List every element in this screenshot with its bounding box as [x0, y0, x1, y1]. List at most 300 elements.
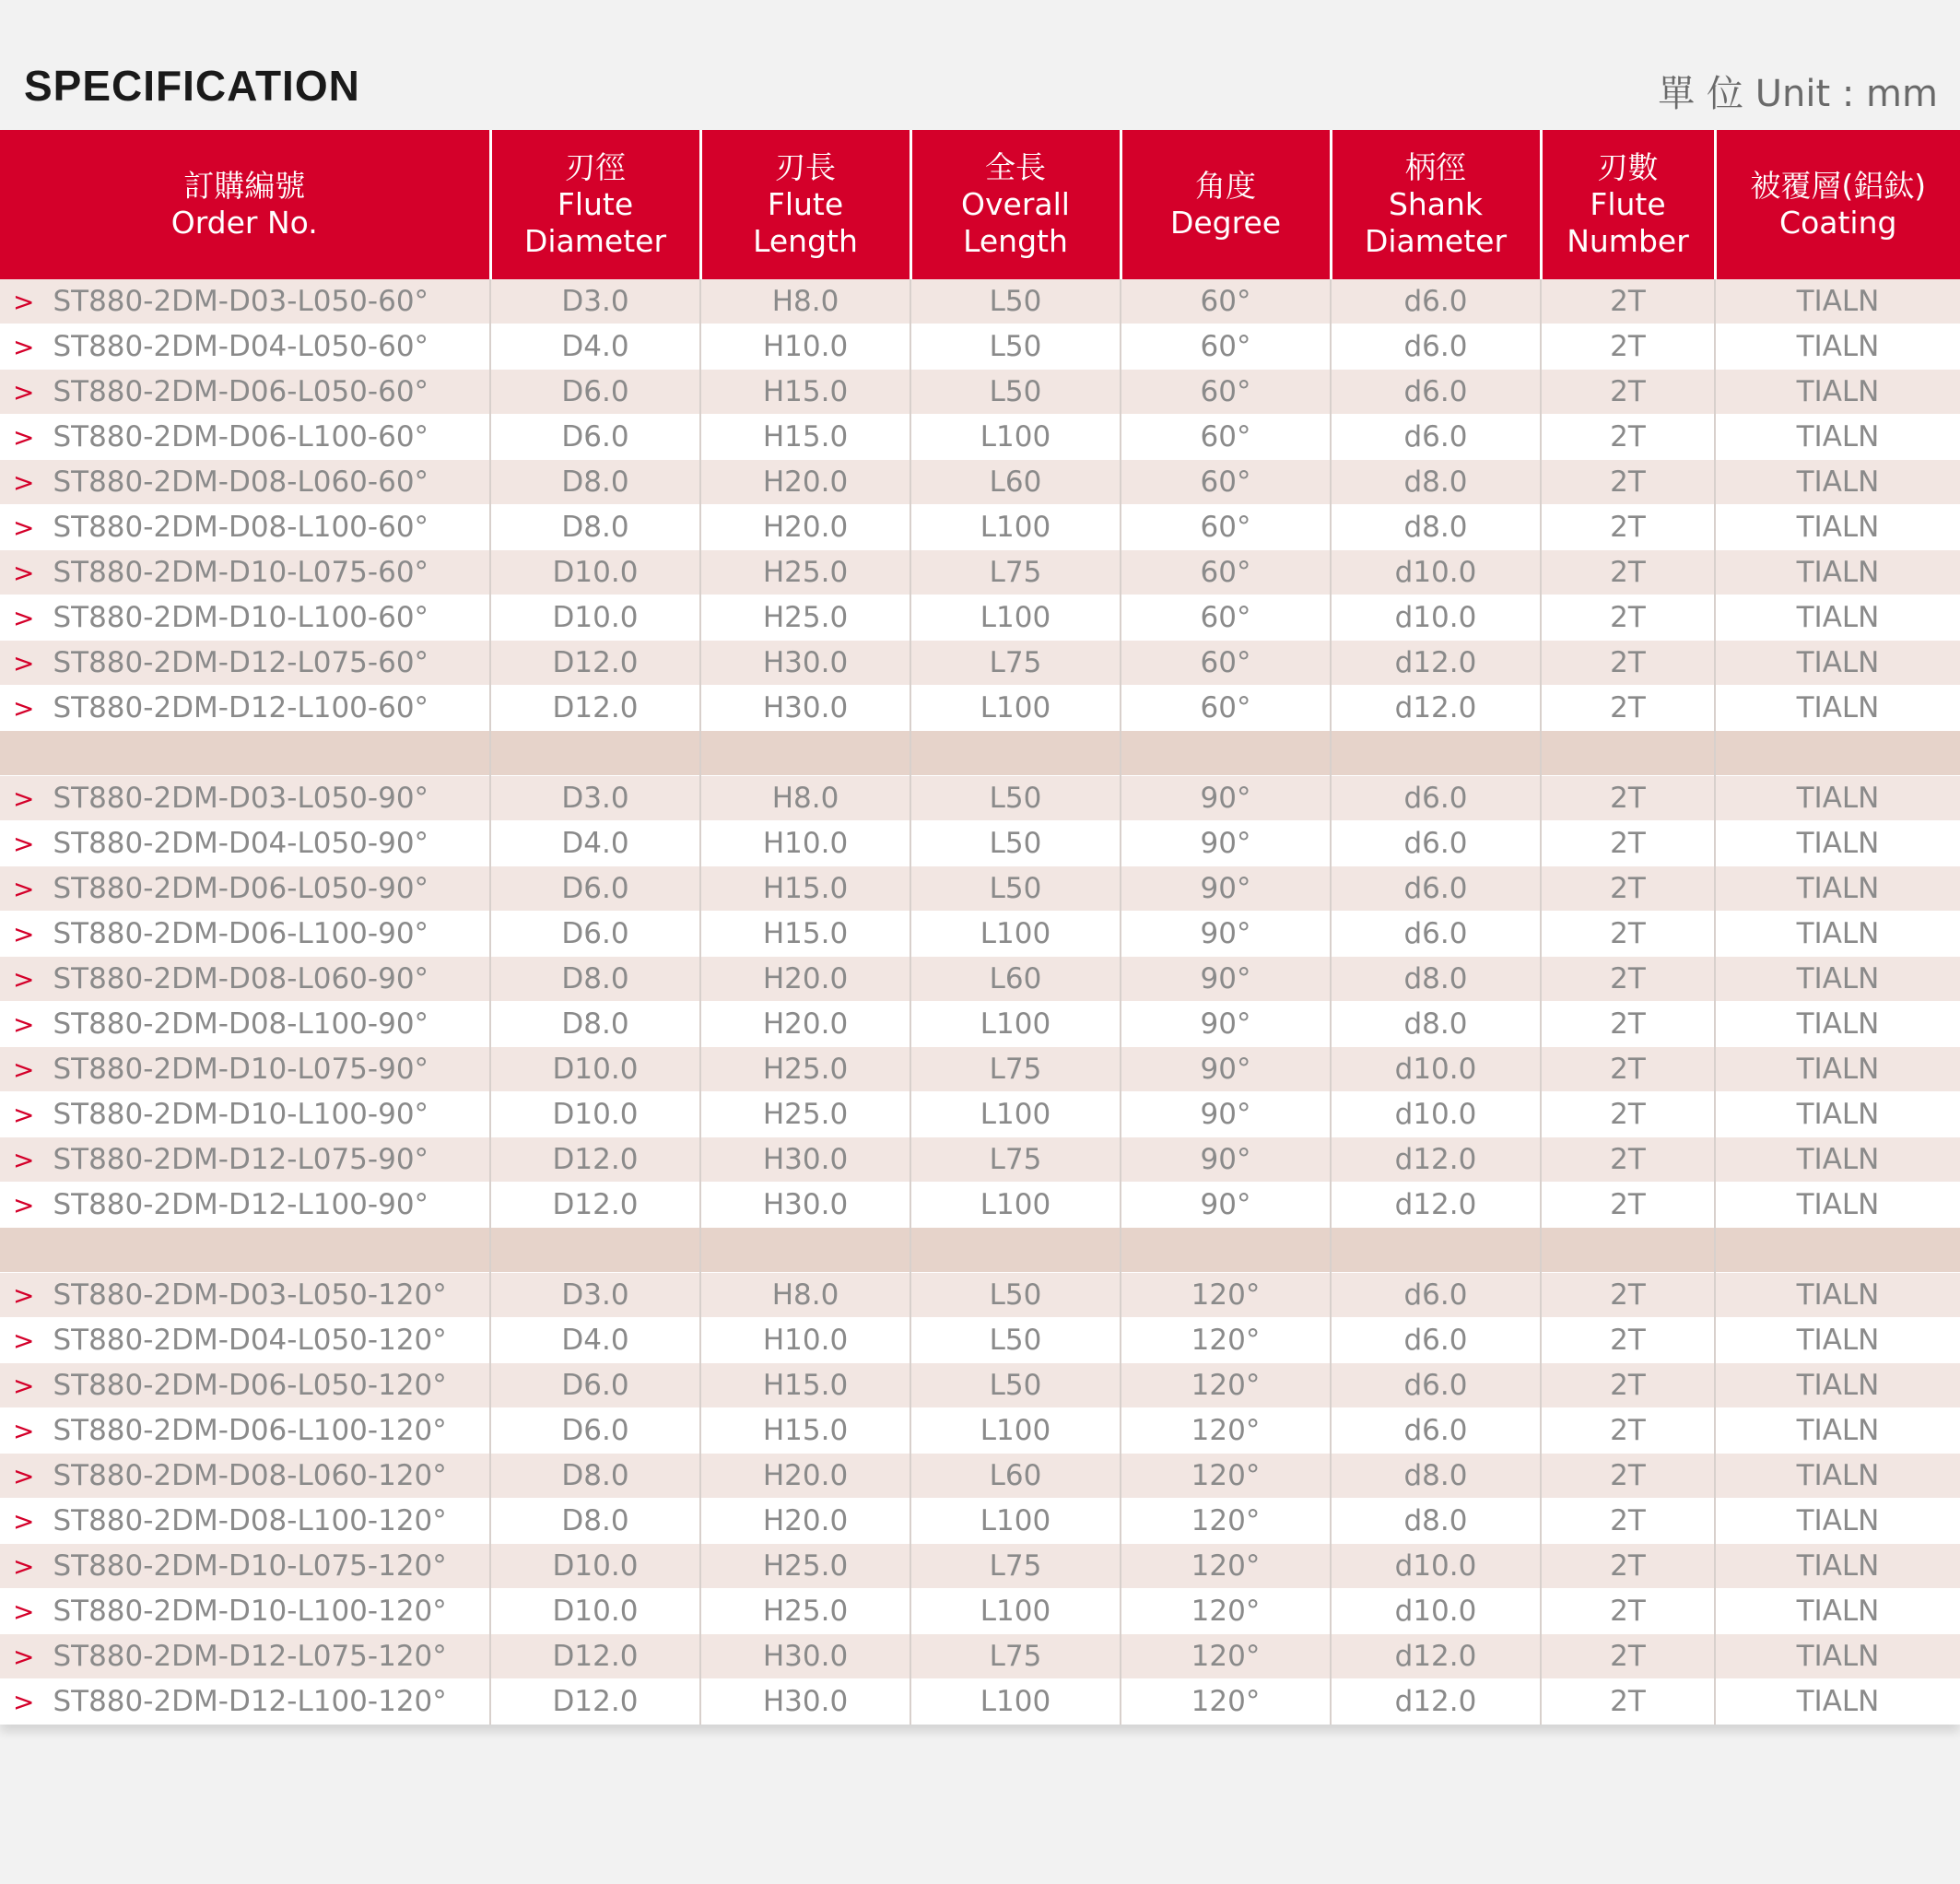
column-header-en-line2: Diameter: [1364, 223, 1508, 259]
separator-cell: [1331, 1228, 1541, 1273]
flute-number-cell: 2T: [1541, 1002, 1715, 1047]
chevron-right-icon: >: [13, 1145, 35, 1175]
degree-cell: 60°: [1121, 279, 1331, 324]
flute-diameter-cell: D6.0: [490, 415, 700, 460]
flute-number-cell: 2T: [1541, 776, 1715, 821]
separator-cell: [1541, 1228, 1715, 1273]
coating-cell: TIALN: [1715, 1363, 1960, 1408]
order-no-cell: [0, 1589, 490, 1634]
column-header-en-line2: Number: [1567, 223, 1689, 259]
degree-cell: 90°: [1121, 866, 1331, 912]
degree-cell: 90°: [1121, 1002, 1331, 1047]
degree-cell: 60°: [1121, 370, 1331, 415]
coating-cell: TIALN: [1715, 957, 1960, 1002]
order-no-text[interactable]: ST880-2DM-D04-L050-120°: [53, 1324, 447, 1357]
order-no-cell: [0, 776, 490, 821]
flute-length-cell: H15.0: [700, 912, 910, 957]
overall-length-cell: L100: [910, 1092, 1121, 1137]
shank-diameter-cell: d6.0: [1331, 1318, 1541, 1363]
table-row[interactable]: [0, 1273, 1960, 1318]
degree-cell: 60°: [1121, 460, 1331, 505]
flute-length-cell: H20.0: [700, 460, 910, 505]
shank-diameter-cell: d6.0: [1331, 324, 1541, 370]
overall-length-cell: L75: [910, 550, 1121, 595]
overall-length-cell: L75: [910, 1544, 1121, 1589]
overall-length-cell: L75: [910, 641, 1121, 686]
table-row[interactable]: [0, 1183, 1960, 1228]
flute-diameter-cell: D12.0: [490, 641, 700, 686]
table-row[interactable]: [0, 550, 1960, 595]
order-no-cell: [0, 1499, 490, 1544]
degree-cell: 120°: [1121, 1499, 1331, 1544]
degree-cell: 120°: [1121, 1363, 1331, 1408]
table-row[interactable]: [0, 1679, 1960, 1725]
overall-length-cell: L75: [910, 1634, 1121, 1679]
chevron-right-icon: >: [13, 512, 35, 543]
table-row[interactable]: [0, 1092, 1960, 1137]
order-no-cell: [0, 1408, 490, 1454]
shank-diameter-cell: d8.0: [1331, 1454, 1541, 1499]
shank-diameter-cell: d12.0: [1331, 1679, 1541, 1725]
flute-diameter-cell: D10.0: [490, 1047, 700, 1092]
column-header-zh: 刃徑: [565, 149, 626, 185]
order-no-text[interactable]: ST880-2DM-D06-L100-60°: [53, 420, 429, 453]
overall-length-cell: L100: [910, 686, 1121, 731]
overall-length-cell: L60: [910, 957, 1121, 1002]
table-row[interactable]: [0, 866, 1960, 912]
table-row[interactable]: [0, 1499, 1960, 1544]
flute-number-cell: 2T: [1541, 1589, 1715, 1634]
overall-length-cell: L100: [910, 912, 1121, 957]
degree-cell: 90°: [1121, 1047, 1331, 1092]
order-no-cell: [0, 641, 490, 686]
separator-cell: [1121, 1228, 1331, 1273]
table-row[interactable]: [0, 1589, 1960, 1634]
column-header-en-line2: Diameter: [523, 223, 667, 259]
flute-length-cell: H30.0: [700, 686, 910, 731]
flute-diameter-cell: D8.0: [490, 957, 700, 1002]
separator-cell: [1331, 731, 1541, 776]
separator-cell: [490, 1228, 700, 1273]
chevron-right-icon: >: [13, 332, 35, 362]
chevron-right-icon: >: [13, 1054, 35, 1085]
flute-length-cell: H20.0: [700, 1499, 910, 1544]
flute-length-cell: H10.0: [700, 821, 910, 866]
column-header-en: Order No.: [170, 205, 318, 241]
flute-number-cell: 2T: [1541, 1454, 1715, 1499]
coating-cell: TIALN: [1715, 1679, 1960, 1725]
column-header-en: Flute: [767, 186, 844, 222]
coating-cell: TIALN: [1715, 776, 1960, 821]
coating-cell: TIALN: [1715, 1499, 1960, 1544]
coating-cell: TIALN: [1715, 1318, 1960, 1363]
overall-length-cell: L50: [910, 1273, 1121, 1318]
shank-diameter-cell: d8.0: [1331, 460, 1541, 505]
order-no-cell: [0, 821, 490, 866]
degree-cell: 120°: [1121, 1408, 1331, 1454]
degree-cell: 120°: [1121, 1454, 1331, 1499]
specification-table: [0, 130, 1960, 1725]
coating-cell: TIALN: [1715, 1092, 1960, 1137]
table-row[interactable]: [0, 1047, 1960, 1092]
degree-cell: 90°: [1121, 1183, 1331, 1228]
order-no-cell: [0, 1363, 490, 1408]
flute-length-cell: H8.0: [700, 776, 910, 821]
coating-cell: TIALN: [1715, 279, 1960, 324]
coating-cell: TIALN: [1715, 1183, 1960, 1228]
chevron-right-icon: >: [13, 693, 35, 724]
order-no-cell: [0, 460, 490, 505]
table-row[interactable]: [0, 1318, 1960, 1363]
separator-cell: [0, 731, 490, 776]
flute-number-cell: 2T: [1541, 595, 1715, 641]
flute-diameter-cell: D12.0: [490, 1679, 700, 1725]
column-header-en: Overall: [961, 186, 1070, 222]
flute-length-cell: H30.0: [700, 1634, 910, 1679]
flute-diameter-cell: D10.0: [490, 1092, 700, 1137]
page-title: SPECIFICATION: [24, 62, 360, 110]
shank-diameter-cell: d6.0: [1331, 912, 1541, 957]
flute-length-cell: H15.0: [700, 415, 910, 460]
overall-length-cell: L100: [910, 1679, 1121, 1725]
separator-cell: [910, 731, 1121, 776]
separator-cell: [700, 1228, 910, 1273]
flute-number-cell: 2T: [1541, 1092, 1715, 1137]
coating-cell: TIALN: [1715, 641, 1960, 686]
overall-length-cell: L50: [910, 1363, 1121, 1408]
order-no-text[interactable]: ST880-2DM-D10-L100-90°: [53, 1098, 429, 1131]
coating-cell: TIALN: [1715, 1273, 1960, 1318]
shank-diameter-cell: d12.0: [1331, 1634, 1541, 1679]
order-no-text[interactable]: ST880-2DM-D08-L100-60°: [53, 511, 429, 544]
column-header-zh: 刃數: [1597, 149, 1659, 185]
chevron-right-icon: >: [13, 1325, 35, 1356]
flute-length-cell: H8.0: [700, 279, 910, 324]
order-no-text[interactable]: ST880-2DM-D12-L075-120°: [53, 1640, 447, 1673]
degree-cell: 120°: [1121, 1589, 1331, 1634]
order-no-text[interactable]: ST880-2DM-D04-L050-60°: [53, 330, 429, 363]
table-row[interactable]: [0, 641, 1960, 686]
order-no-cell: [0, 505, 490, 550]
table-row[interactable]: [0, 957, 1960, 1002]
chevron-right-icon: >: [13, 1280, 35, 1311]
flute-number-cell: 2T: [1541, 1183, 1715, 1228]
order-no-text[interactable]: ST880-2DM-D03-L050-60°: [53, 285, 429, 318]
chevron-right-icon: >: [13, 467, 35, 498]
chevron-right-icon: >: [13, 1371, 35, 1401]
order-no-text[interactable]: ST880-2DM-D10-L075-60°: [53, 556, 429, 589]
column-header-en: Flute: [1590, 186, 1666, 222]
table-header-row: [0, 130, 1960, 279]
shank-diameter-cell: d12.0: [1331, 1137, 1541, 1183]
chevron-right-icon: >: [13, 377, 35, 407]
column-header-degree: [1121, 130, 1331, 279]
group-separator-row: [0, 731, 1960, 776]
order-no-cell: [0, 686, 490, 731]
table-row[interactable]: [0, 821, 1960, 866]
flute-diameter-cell: D6.0: [490, 370, 700, 415]
overall-length-cell: L100: [910, 1499, 1121, 1544]
table-row[interactable]: [0, 776, 1960, 821]
overall-length-cell: L50: [910, 1318, 1121, 1363]
coating-cell: TIALN: [1715, 866, 1960, 912]
flute-diameter-cell: D12.0: [490, 1183, 700, 1228]
shank-diameter-cell: d6.0: [1331, 1363, 1541, 1408]
overall-length-cell: L100: [910, 1002, 1121, 1047]
table-row[interactable]: [0, 1137, 1960, 1183]
order-no-text[interactable]: ST880-2DM-D12-L100-60°: [53, 691, 429, 724]
degree-cell: 60°: [1121, 641, 1331, 686]
column-header-shank-diameter: [1331, 130, 1541, 279]
shank-diameter-cell: d10.0: [1331, 1047, 1541, 1092]
degree-cell: 60°: [1121, 550, 1331, 595]
flute-length-cell: H20.0: [700, 1002, 910, 1047]
table-row[interactable]: [0, 595, 1960, 641]
order-no-cell: [0, 1092, 490, 1137]
flute-diameter-cell: D10.0: [490, 595, 700, 641]
overall-length-cell: L100: [910, 1589, 1121, 1634]
flute-number-cell: 2T: [1541, 324, 1715, 370]
shank-diameter-cell: d10.0: [1331, 1589, 1541, 1634]
coating-cell: TIALN: [1715, 1634, 1960, 1679]
table-row[interactable]: [0, 370, 1960, 415]
overall-length-cell: L75: [910, 1047, 1121, 1092]
flute-number-cell: 2T: [1541, 1408, 1715, 1454]
flute-number-cell: 2T: [1541, 1047, 1715, 1092]
table-row[interactable]: [0, 460, 1960, 505]
table-row[interactable]: [0, 686, 1960, 731]
chevron-right-icon: >: [13, 1416, 35, 1446]
coating-cell: TIALN: [1715, 821, 1960, 866]
table-body: [0, 279, 1960, 1725]
order-no-text[interactable]: ST880-2DM-D06-L100-90°: [53, 917, 429, 950]
column-header-flute-number: [1541, 130, 1715, 279]
chevron-right-icon: >: [13, 422, 35, 453]
flute-number-cell: 2T: [1541, 1318, 1715, 1363]
separator-cell: [490, 731, 700, 776]
flute-diameter-cell: D3.0: [490, 1273, 700, 1318]
shank-diameter-cell: d8.0: [1331, 1499, 1541, 1544]
flute-diameter-cell: D8.0: [490, 1002, 700, 1047]
overall-length-cell: L75: [910, 1137, 1121, 1183]
page-header: [0, 0, 1960, 129]
order-no-cell: [0, 912, 490, 957]
overall-length-cell: L100: [910, 1408, 1121, 1454]
flute-diameter-cell: D12.0: [490, 1137, 700, 1183]
order-no-cell: [0, 595, 490, 641]
order-no-cell: [0, 1679, 490, 1725]
flute-number-cell: 2T: [1541, 1363, 1715, 1408]
flute-diameter-cell: D6.0: [490, 912, 700, 957]
coating-cell: TIALN: [1715, 370, 1960, 415]
shank-diameter-cell: d12.0: [1331, 1183, 1541, 1228]
degree-cell: 60°: [1121, 505, 1331, 550]
coating-cell: TIALN: [1715, 1047, 1960, 1092]
flute-number-cell: 2T: [1541, 686, 1715, 731]
coating-cell: TIALN: [1715, 686, 1960, 731]
table-row[interactable]: [0, 415, 1960, 460]
order-no-cell: [0, 1183, 490, 1228]
flute-number-cell: 2T: [1541, 641, 1715, 686]
flute-diameter-cell: D4.0: [490, 821, 700, 866]
shank-diameter-cell: d6.0: [1331, 1273, 1541, 1318]
degree-cell: 60°: [1121, 595, 1331, 641]
order-no-text[interactable]: ST880-2DM-D06-L050-120°: [53, 1369, 447, 1402]
order-no-text[interactable]: ST880-2DM-D08-L100-90°: [53, 1007, 429, 1041]
shank-diameter-cell: d8.0: [1331, 957, 1541, 1002]
flute-number-cell: 2T: [1541, 957, 1715, 1002]
coating-cell: TIALN: [1715, 1002, 1960, 1047]
flute-diameter-cell: D4.0: [490, 324, 700, 370]
order-no-text[interactable]: ST880-2DM-D12-L075-60°: [53, 646, 429, 679]
coating-cell: TIALN: [1715, 1137, 1960, 1183]
shank-diameter-cell: d10.0: [1331, 1092, 1541, 1137]
flute-length-cell: H25.0: [700, 1544, 910, 1589]
order-no-text[interactable]: ST880-2DM-D12-L100-120°: [53, 1685, 447, 1718]
overall-length-cell: L50: [910, 821, 1121, 866]
column-header-zh: 角度: [1195, 168, 1256, 204]
column-header-coating: [1715, 130, 1960, 279]
order-no-text[interactable]: ST880-2DM-D03-L050-120°: [53, 1278, 447, 1312]
separator-cell: [1541, 731, 1715, 776]
unit-label: 單 位 Unit : mm: [1658, 73, 1938, 115]
flute-number-cell: 2T: [1541, 1544, 1715, 1589]
chevron-right-icon: >: [13, 1642, 35, 1672]
shank-diameter-cell: d6.0: [1331, 415, 1541, 460]
group-separator-row: [0, 1228, 1960, 1273]
separator-cell: [910, 1228, 1121, 1273]
table-row[interactable]: [0, 1363, 1960, 1408]
chevron-right-icon: >: [13, 919, 35, 949]
table-row[interactable]: [0, 1544, 1960, 1589]
column-header-zh: 全長: [985, 149, 1046, 185]
order-no-cell: [0, 1137, 490, 1183]
order-no-text[interactable]: ST880-2DM-D10-L100-120°: [53, 1595, 447, 1628]
order-no-text[interactable]: ST880-2DM-D06-L100-120°: [53, 1414, 447, 1447]
order-no-text[interactable]: ST880-2DM-D08-L060-60°: [53, 465, 429, 499]
flute-diameter-cell: D10.0: [490, 1589, 700, 1634]
separator-cell: [0, 1228, 490, 1273]
column-header-flute-length: [700, 130, 910, 279]
flute-diameter-cell: D10.0: [490, 1544, 700, 1589]
flute-number-cell: 2T: [1541, 1634, 1715, 1679]
column-header-en: Coating: [1779, 205, 1897, 241]
flute-length-cell: H25.0: [700, 550, 910, 595]
flute-number-cell: 2T: [1541, 866, 1715, 912]
order-no-text[interactable]: ST880-2DM-D06-L050-90°: [53, 872, 429, 905]
shank-diameter-cell: d10.0: [1331, 550, 1541, 595]
column-header-en-line2: Length: [753, 223, 858, 259]
flute-diameter-cell: D8.0: [490, 1499, 700, 1544]
order-no-text[interactable]: ST880-2DM-D04-L050-90°: [53, 827, 429, 860]
order-no-text[interactable]: ST880-2DM-D10-L075-90°: [53, 1053, 429, 1086]
order-no-text[interactable]: ST880-2DM-D12-L075-90°: [53, 1143, 429, 1176]
flute-diameter-cell: D6.0: [490, 866, 700, 912]
flute-length-cell: H20.0: [700, 957, 910, 1002]
degree-cell: 120°: [1121, 1544, 1331, 1589]
column-header-en: Flute: [557, 186, 634, 222]
table-row[interactable]: [0, 279, 1960, 324]
column-header-zh: 被覆層(鋁鈦): [1750, 168, 1927, 204]
flute-number-cell: 2T: [1541, 1137, 1715, 1183]
column-header-en: Shank: [1388, 186, 1484, 222]
degree-cell: 90°: [1121, 1092, 1331, 1137]
coating-cell: TIALN: [1715, 415, 1960, 460]
table-row[interactable]: [0, 1454, 1960, 1499]
degree-cell: 60°: [1121, 324, 1331, 370]
flute-diameter-cell: D3.0: [490, 279, 700, 324]
order-no-text[interactable]: ST880-2DM-D08-L060-90°: [53, 962, 429, 995]
order-no-cell: [0, 957, 490, 1002]
column-header-zh: 刃長: [775, 149, 836, 185]
flute-number-cell: 2T: [1541, 1273, 1715, 1318]
column-header-flute-diameter: [490, 130, 700, 279]
flute-number-cell: 2T: [1541, 415, 1715, 460]
table-row[interactable]: [0, 1002, 1960, 1047]
order-no-cell: [0, 1047, 490, 1092]
flute-number-cell: 2T: [1541, 370, 1715, 415]
order-no-text[interactable]: ST880-2DM-D08-L060-120°: [53, 1459, 447, 1492]
flute-length-cell: H10.0: [700, 324, 910, 370]
degree-cell: 90°: [1121, 957, 1331, 1002]
order-no-text[interactable]: ST880-2DM-D12-L100-90°: [53, 1188, 429, 1221]
coating-cell: TIALN: [1715, 1454, 1960, 1499]
overall-length-cell: L100: [910, 505, 1121, 550]
order-no-text[interactable]: ST880-2DM-D06-L050-60°: [53, 375, 429, 408]
degree-cell: 60°: [1121, 686, 1331, 731]
coating-cell: TIALN: [1715, 595, 1960, 641]
flute-length-cell: H25.0: [700, 595, 910, 641]
chevron-right-icon: >: [13, 874, 35, 904]
flute-number-cell: 2T: [1541, 460, 1715, 505]
table-row[interactable]: [0, 324, 1960, 370]
chevron-right-icon: >: [13, 287, 35, 317]
table-row[interactable]: [0, 1408, 1960, 1454]
shank-diameter-cell: d12.0: [1331, 686, 1541, 731]
flute-number-cell: 2T: [1541, 279, 1715, 324]
flute-length-cell: H30.0: [700, 641, 910, 686]
flute-length-cell: H25.0: [700, 1092, 910, 1137]
shank-diameter-cell: d6.0: [1331, 1408, 1541, 1454]
coating-cell: TIALN: [1715, 460, 1960, 505]
flute-diameter-cell: D8.0: [490, 1454, 700, 1499]
order-no-text[interactable]: ST880-2DM-D10-L075-120°: [53, 1549, 447, 1583]
table-row[interactable]: [0, 505, 1960, 550]
order-no-cell: [0, 1544, 490, 1589]
chevron-right-icon: >: [13, 1461, 35, 1491]
table-row[interactable]: [0, 1634, 1960, 1679]
flute-number-cell: 2T: [1541, 550, 1715, 595]
overall-length-cell: L50: [910, 776, 1121, 821]
overall-length-cell: L50: [910, 370, 1121, 415]
order-no-text[interactable]: ST880-2DM-D08-L100-120°: [53, 1504, 447, 1537]
order-no-text[interactable]: ST880-2DM-D10-L100-60°: [53, 601, 429, 634]
coating-cell: TIALN: [1715, 1589, 1960, 1634]
flute-length-cell: H30.0: [700, 1183, 910, 1228]
chevron-right-icon: >: [13, 1506, 35, 1537]
order-no-text[interactable]: ST880-2DM-D03-L050-90°: [53, 782, 429, 815]
degree-cell: 90°: [1121, 1137, 1331, 1183]
degree-cell: 90°: [1121, 821, 1331, 866]
degree-cell: 120°: [1121, 1318, 1331, 1363]
flute-number-cell: 2T: [1541, 1679, 1715, 1725]
flute-length-cell: H15.0: [700, 1363, 910, 1408]
flute-diameter-cell: D3.0: [490, 776, 700, 821]
table-row[interactable]: [0, 912, 1960, 957]
overall-length-cell: L100: [910, 415, 1121, 460]
flute-diameter-cell: D4.0: [490, 1318, 700, 1363]
column-header-zh: 柄徑: [1405, 149, 1466, 185]
